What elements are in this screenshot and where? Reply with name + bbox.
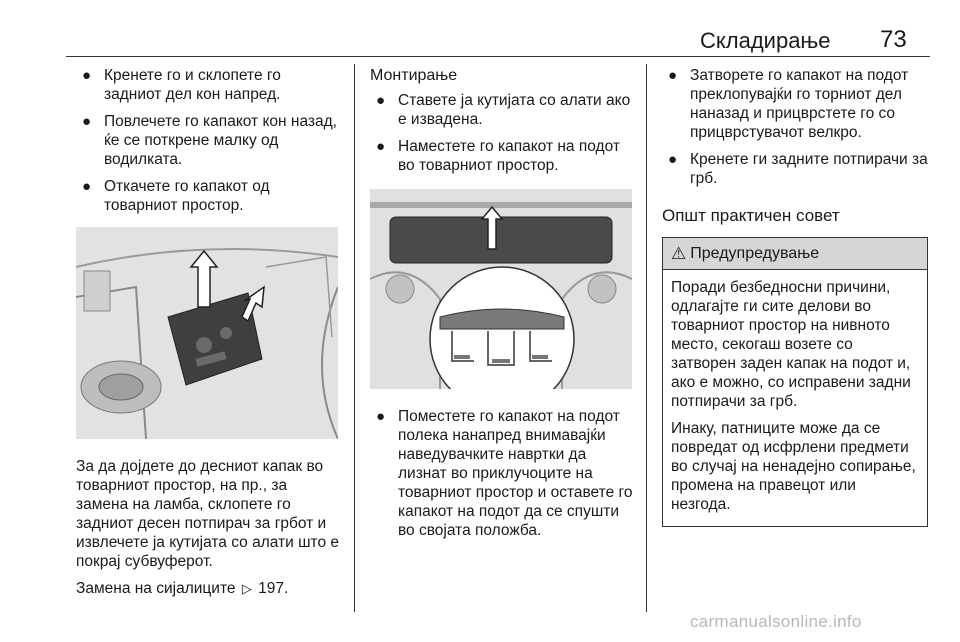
bullet-icon: ● — [376, 138, 386, 155]
warning-title: Предупредување — [690, 245, 820, 262]
warning-header — [663, 238, 927, 270]
warning-icon: ⚠ — [671, 244, 687, 263]
column-3 — [662, 66, 928, 527]
warning-paragraph: Поради безбедносни причини, одлагајте ги сите делови во товарниот простор на нивното место, секогаш возете со затворен заден капак на подот и, ако е можно, со исправени задни потпирачи за грб. — [671, 279, 911, 410]
list-item: ● Кренете го и склопете го задниот дел кон напред. — [82, 67, 281, 103]
column-divider-right — [646, 64, 647, 612]
warning-paragraph: Инаку, патниците може да се повредат од исфрлени предмети во случај на ненадејно сопирање, промена на правецот или незгода. — [671, 420, 916, 513]
warning-box — [662, 237, 928, 527]
bullet-icon: ● — [376, 408, 386, 425]
reference-paragraph: Замена на сијалиците ▷ 197. — [76, 580, 289, 597]
section-heading: Општ практичен совет — [662, 206, 840, 225]
list-item: ● Откачете го капакот од товарниот простор. — [82, 178, 270, 214]
bullet-icon: ● — [82, 67, 92, 84]
bullet-icon: ● — [668, 67, 678, 84]
figure-toolbox — [76, 227, 338, 439]
list-item: ● Ставете ја кутијата со алати ако е извадена. — [376, 92, 631, 128]
figure-floor-cover — [370, 189, 632, 389]
list-item: ● Повлечете го капакот кон назад, ќе се поткрене малку од водилката. — [82, 113, 337, 168]
section-heading: Монтирање — [370, 67, 458, 84]
bullet-icon: ● — [668, 151, 678, 168]
page-number: 73 — [880, 26, 907, 53]
paragraph: За да дојдете до десниот капак во товарниот простор, на пр., за замена на ламба, склопете го задниот десен потпирач за грбот и извлечете ја кутијата со алати што е покрај субвуферот. — [76, 458, 340, 570]
list-item: ● Кренете ги задните потпирачи за грб. — [668, 151, 928, 187]
column-2 — [370, 66, 636, 548]
list-item: ● Наместете го капакот на подот во товарниот простор. — [376, 138, 620, 174]
column-1 — [76, 66, 342, 606]
page-title: Складирање — [700, 28, 831, 53]
warning-body — [663, 270, 927, 526]
header-rule — [66, 56, 930, 57]
bullet-icon: ● — [82, 113, 92, 130]
bullet-icon: ● — [376, 92, 386, 109]
ref-arrow-icon: ▷ — [241, 581, 252, 596]
list-item: ● Затворете го капакот на подот преклопувајќи го торниот дел наназад и прицврстете го со прицврстувачот велкро. — [668, 67, 909, 141]
list-item: ● Поместете го капакот на подот полека нанапред внимавајќи наведувачките навртки да лизнат во приклучоците на товарниот простор и оставете го капакот на подот да се спушти во својата положба. — [376, 408, 633, 539]
column-divider-left — [354, 64, 355, 612]
bullet-icon: ● — [82, 178, 92, 195]
watermark: carmanualsonline.info — [690, 612, 862, 631]
